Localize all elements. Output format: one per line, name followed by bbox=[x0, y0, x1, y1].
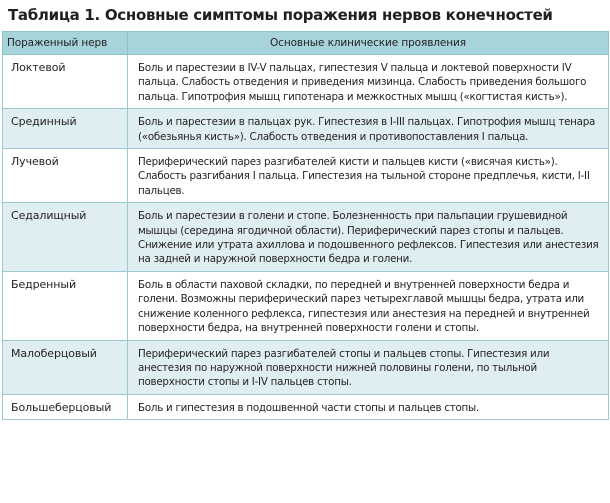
nerve-description: Периферический парез разгибателей стопы и пальцев стопы. Гипестезия или анестезия по наружной поверхности нижней половины голени, по тыльной поверхности стопы и I-IV пальцев стопы. bbox=[128, 340, 609, 394]
nerve-name: Бедренный bbox=[3, 271, 128, 340]
nerve-description: Боль и гипестезия в подошвенной части стопы и пальцев стопы. bbox=[128, 394, 609, 419]
table-row bbox=[3, 340, 609, 394]
table-row bbox=[3, 149, 609, 203]
table-row bbox=[3, 55, 609, 109]
table-header-row bbox=[3, 32, 609, 55]
table-row bbox=[3, 109, 609, 149]
header-manifestations: Основные клинические проявления bbox=[128, 32, 609, 55]
table-row bbox=[3, 203, 609, 272]
nerve-description: Боль и парестезии в пальцах рук. Гипестезия в I-III пальцах. Гипотрофия мышц тенара («обезьянья кисть»). Слабость отведения и противопоставления I пальца. bbox=[128, 109, 609, 149]
nerve-description: Боль и парестезии в IV-V пальцах, гипестезия V пальца и локтевой поверхности IV пальца. Слабость отведения и приведения мизинца. Слабость приведения большого пальца. Гипотрофия мышц гипотенара и межкостных мышц («когтистая кисть»). bbox=[128, 55, 609, 109]
nerve-description: Боль и парестезии в голени и стопе. Болезненность при пальпации грушевидной мышцы (середина ягодичной области). Периферический парез стопы и пальцев. Снижение или утрата ахиллова и подошвенного рефлексов. Гипестезия или анестезия на задней и наружной поверхности бедра и голени. bbox=[128, 203, 609, 272]
nerve-name: Малоберцовый bbox=[3, 340, 128, 394]
nerve-name: Седалищный bbox=[3, 203, 128, 272]
table-title: Таблица 1. Основные симптомы поражения нервов конечностей bbox=[8, 6, 553, 24]
nerve-description: Периферический парез разгибателей кисти и пальцев кисти («висячая кисть»). Слабость разгибания I пальца. Гипестезия на тыльной стороне предплечья, кисти, I-II пальцев. bbox=[128, 149, 609, 203]
nerve-name: Большеберцовый bbox=[3, 394, 128, 419]
header-nerve: Пораженный нерв bbox=[3, 32, 128, 55]
nerve-name: Лучевой bbox=[3, 149, 128, 203]
nerve-name: Срединный bbox=[3, 109, 128, 149]
symptoms-table bbox=[2, 31, 609, 420]
nerve-description: Боль в области паховой складки, по передней и внутренней поверхности бедра и голени. Возможны периферический парез четырехглавой мышцы бедра, утрата или снижение коленного рефлекса, гипестезия или анестезия на передней и внутренней поверхности бедра, на внутренней поверхности голени и стопы. bbox=[128, 271, 609, 340]
table-row bbox=[3, 394, 609, 419]
table-row bbox=[3, 271, 609, 340]
nerve-name: Локтевой bbox=[3, 55, 128, 109]
